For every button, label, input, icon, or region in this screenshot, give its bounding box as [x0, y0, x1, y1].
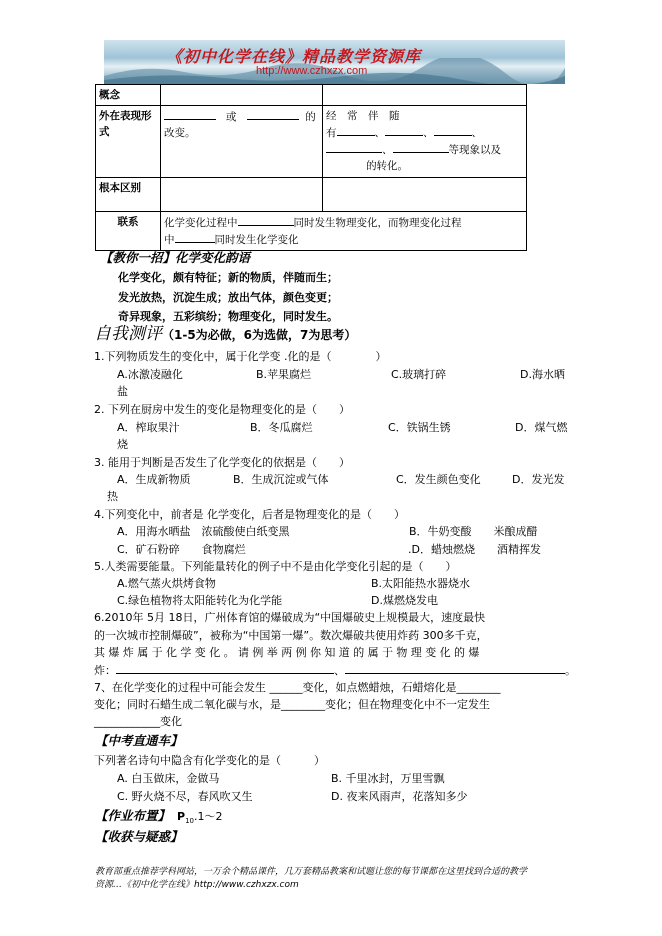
q5-stem: 5.人类需要能量。下列能量转化的例子中不是由化学变化引起的是（ ）	[94, 560, 457, 573]
q3-stem: 3. 能用于判断是否发生了化学变化的依据是（ ）	[94, 456, 350, 469]
page-footer	[95, 866, 580, 892]
exam-option-d: D. 夜来风雨声，花落知多少	[331, 790, 468, 803]
q6-line-2: 的一次城市控制爆破”，被称为“中国第一爆”。数次爆破共使用炸药 300多千克，	[94, 629, 488, 642]
exam-option-a: A. 白玉做床，金做马	[117, 772, 220, 785]
q3-option-d-cont: 热	[107, 490, 118, 503]
rhyme-line-3: 奇异现象，五彩缤纷；物理变化，同时发生。	[118, 310, 338, 323]
q2-stem: 2. 下列在厨房中发生的变化是物理变化的是（ ）	[94, 403, 350, 416]
q4-option-d: .D．蜡烛燃烧 酒精挥发	[408, 543, 541, 556]
physical-form-cell: 或 的 改变。	[161, 106, 323, 178]
q7-line-2: 变化；同时石蜡生成二氧化碳与水，是________变化；但在物理变化中不一定发生	[94, 698, 490, 711]
q1-option-b: B.苹果腐烂	[256, 368, 312, 381]
q1-option-a: A.冰激凌融化	[117, 368, 183, 381]
q5-option-c: C.绿色植物将太阳能转化为化学能	[117, 594, 283, 607]
homework-line: 【作业布置】 $P_{10}.1\sim 2$	[95, 808, 223, 826]
q5-option-b: B.太阳能热水器烧水	[371, 577, 471, 590]
homework-heading: 【作业布置】	[95, 808, 171, 823]
comparison-table	[95, 84, 527, 251]
footer-line-2[interactable]: 资源…《初中化学在线》http://www.czhxzx.com	[95, 880, 299, 890]
q3-option-a: A．生成新物质	[117, 473, 191, 486]
q3-option-d: D．发光发	[512, 473, 565, 486]
row-label-link: 联系	[96, 212, 161, 251]
q1-option-c: C.玻璃打碎	[391, 368, 447, 381]
exam-heading: 【中考直通车】	[95, 733, 183, 748]
q3-option-b: B．生成沉淀或气体	[233, 473, 329, 486]
q4-option-b: B．牛奶变酸 米酿成醋	[409, 525, 538, 538]
q7-line-1: 7、在化学变化的过程中可能会发生 ______变化，如点燃蜡烛，石蜡熔化是________	[94, 681, 501, 694]
q2-option-b: B．冬瓜腐烂	[250, 421, 313, 434]
q5-option-a: A.燃气蒸火烘烤食物	[117, 577, 216, 590]
q1-stem: 1.下列物质发生的变化中，属于化学变 .化的是（ ）	[94, 350, 387, 363]
q2-option-d: D．煤气燃	[515, 421, 568, 434]
site-banner	[104, 40, 565, 84]
q3-option-c: C．发生颜色变化	[396, 473, 481, 486]
chemical-form-cell: 经 常 伴 随 有 、 、 、 、 等现象以及 的转化。	[323, 106, 527, 178]
q4-option-c: C．矿石粉碎 食物腐烂	[117, 543, 246, 556]
teach-heading: 【教你一招】化学变化韵语	[100, 250, 251, 265]
banner-title: 《初中化学在线》精品教学资源库	[166, 47, 422, 66]
q2-option-d-cont: 烧	[117, 438, 128, 451]
q5-option-d: D.煤燃烧发电	[371, 594, 438, 607]
q2-option-c: C．铁锅生锈	[388, 421, 451, 434]
q1-option-d: D.海水晒	[520, 368, 565, 381]
q7-line-3: ____________变化	[94, 715, 182, 728]
footer-line-1: 教育部重点推荐学科网站，一万余个精品课件，几万套精品教案和试题让您的每节课都在这里找到合适的教学	[95, 867, 528, 877]
link-cell: 化学变化过程中 同时发生物理变化，而物理变化过程 中 同时发生化学变化	[161, 212, 527, 251]
q1-option-d-cont: 盐	[117, 385, 128, 398]
banner-url[interactable]: http://www.czhxzx.com	[256, 65, 368, 77]
q6-line-3: 其爆炸属于化学变化。请例举两例你知道的属于物理变化的爆	[94, 646, 483, 659]
row-label-form: 外在表现形式	[96, 106, 161, 178]
rhyme-line-2: 发光放热，沉淀生成；放出气体，颜色变更；	[118, 291, 338, 304]
row-label-concept: 概念	[96, 85, 161, 106]
exam-option-c: C. 野火烧不尽，春风吹又生	[117, 790, 253, 803]
gain-heading: 【收获与疑惑】	[95, 829, 183, 844]
q4-stem: 4.下列变化中，前者是 化学变化，后者是物理变化的是（ ）	[94, 508, 405, 521]
q6-line-4: 炸： 、 。	[94, 664, 576, 677]
rhyme-line-1: 化学变化，颇有特征；新的物质，伴随而生；	[118, 271, 338, 284]
row-label-diff: 根本区别	[96, 178, 161, 212]
self-test-heading: 自我测评（1-5为必做，6为选做，7为思考）	[94, 324, 357, 344]
q6-line-1: 6.2010年 5月 18日，广州体育馆的爆破成为“中国爆破史上规模最大，速度最快	[94, 611, 486, 624]
q2-option-a: A．榨取果汁	[117, 421, 180, 434]
exam-stem: 下列著名诗句中隐含有化学变化的是（ ）	[94, 754, 325, 767]
q4-option-a: A．用海水晒盐 浓硫酸使白纸变黑	[117, 525, 290, 538]
exam-option-b: B. 千里冰封，万里雪飘	[331, 772, 445, 785]
